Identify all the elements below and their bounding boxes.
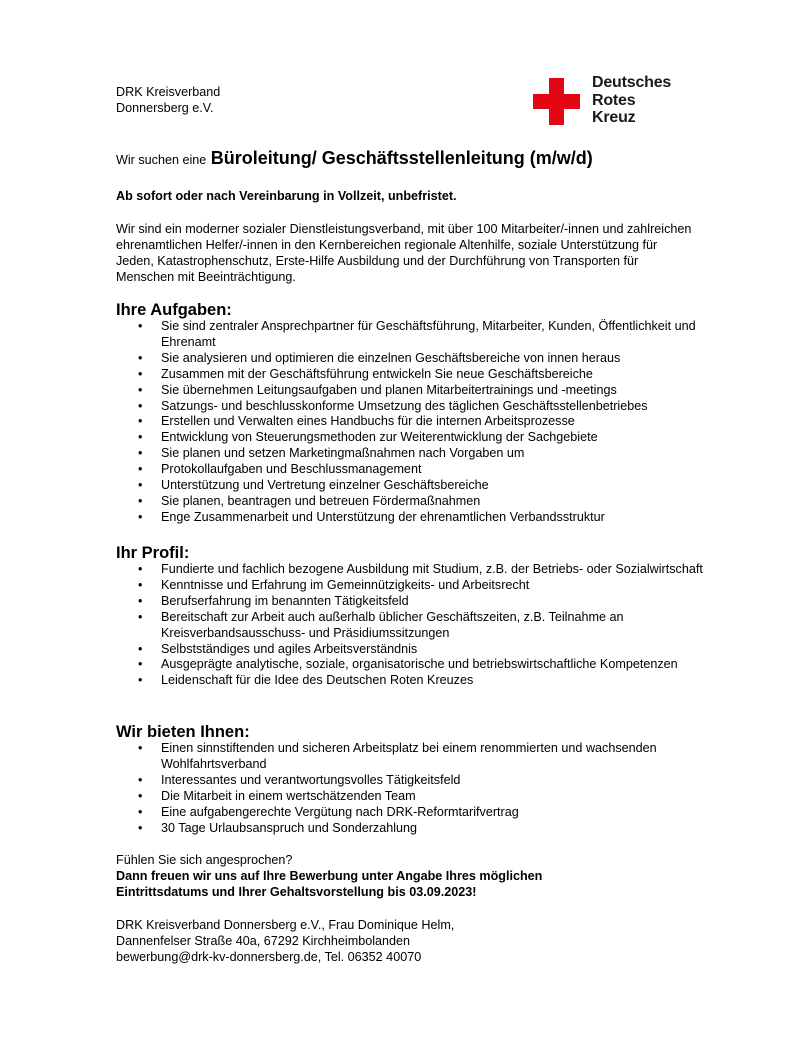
closing-call-line-2: Eintrittsdatums und Ihrer Gehaltsvorstellung bis 03.09.2023!: [116, 884, 477, 899]
logo-line-3: Kreuz: [592, 109, 636, 126]
closing-question: Fühlen Sie sich angesprochen?: [116, 853, 293, 867]
intro-paragraph: Wir sind ein moderner sozialer Dienstleistungsverband, mit über 100 Mitarbeiter/-innen und zahlreichen ehrenamtlichen Helfer/-innen in den Kernbereichen regionale Altenhilfe, soziale Unterstützung für Jeden, Katastrophenschutz, Erste-Hilfe Ausbildung und der Durchführung von Transporten für Menschen mit Beeinträchtigung.: [116, 222, 692, 284]
list-item: • Selbstständiges und agiles Arbeitsverständnis: [116, 642, 706, 658]
contact-email-phone: bewerbung@drk-kv-donnersberg.de, Tel. 06352 40070: [116, 949, 422, 964]
list-item: • 30 Tage Urlaubsanspruch und Sonderzahlung: [116, 821, 706, 837]
list-item: • Sie planen und setzen Marketingmaßnahmen nach Vorgaben um: [116, 446, 706, 462]
closing-call-line-1: Dann freuen wir uns auf Ihre Bewerbung unter Angabe Ihres möglichen: [116, 868, 543, 883]
list-item: • Eine aufgabengerechte Vergütung nach DRK-Reformtarifvertrag: [116, 805, 706, 821]
logo-line-1: Deutsches: [592, 74, 672, 91]
list-item: • Sie sind zentraler Ansprechpartner für Geschäftsführung, Mitarbeiter, Kunden, Öffentlichkeit und Ehrenamt: [116, 319, 706, 351]
list-item: • Sie planen, beantragen und betreuen Fördermaßnahmen: [116, 494, 706, 510]
list-item: • Kenntnisse und Erfahrung im Gemeinnützigkeits- und Arbeitsrecht: [116, 578, 706, 594]
offer-section: [116, 723, 706, 836]
list-item: • Unterstützung und Vertretung einzelner Geschäftsbereiche: [116, 478, 706, 494]
list-item: • Sie übernehmen Leitungsaufgaben und planen Mitarbeitertrainings und -meetings: [116, 383, 706, 399]
list-item: • Berufserfahrung im benannten Tätigkeitsfeld: [116, 594, 706, 610]
contact-block: [116, 918, 454, 966]
list-item: • Entwicklung von Steuerungsmethoden zur Weiterentwicklung der Sachgebiete: [116, 430, 706, 446]
list-item: • Zusammen mit der Geschäftsführung entwickeln Sie neue Geschäftsbereiche: [116, 367, 706, 383]
list-item: • Interessantes und verantwortungsvolles Tätigkeitsfeld: [116, 773, 706, 789]
job-title: [116, 148, 593, 169]
list-item: • Sie analysieren und optimieren die einzelnen Geschäftsbereiche von innen heraus: [116, 351, 706, 367]
org-name-line: DRK Kreisverband: [116, 85, 221, 99]
list-item: • Enge Zusammenarbeit und Unterstützung der ehrenamtlichen Verbandsstruktur: [116, 510, 706, 526]
title-position: Büroleitung/ Geschäftsstellenleitung (m/w/d): [210, 148, 593, 168]
logo-line-2: Rotes: [592, 91, 636, 109]
profile-section: [116, 544, 706, 689]
list-item: • Erstellen und Verwalten eines Handbuchs für die internen Arbeitsprozesse: [116, 414, 706, 430]
closing-paragraph: [116, 853, 542, 901]
drk-logo: [531, 74, 701, 130]
list-item: • Fundierte und fachlich bezogene Ausbildung mit Studium, z.B. der Betriebs- oder Sozialwirtschaft: [116, 562, 706, 578]
list-item: • Protokollaufgaben und Beschlussmanagement: [116, 462, 706, 478]
tasks-heading: Ihre Aufgaben:: [116, 301, 232, 319]
list-item: • Bereitschaft zur Arbeit auch außerhalb üblicher Geschäftszeiten, z.B. Teilnahme an Kreisverbandsausschuss- und Präsidiumssitzungen: [116, 610, 706, 642]
employment-terms: Ab sofort oder nach Vereinbarung in Vollzeit, unbefristet.: [116, 189, 457, 203]
list-item: • Satzungs- und beschlusskonforme Umsetzung des täglichen Geschäftsstellenbetriebes: [116, 399, 706, 415]
list-item: • Ausgeprägte analytische, soziale, organisatorische und betriebswirtschaftliche Kompetenzen: [116, 657, 706, 673]
list-item: • Einen sinnstiftenden und sicheren Arbeitsplatz bei einem renommierten und wachsenden Wohlfahrtsverband: [116, 741, 706, 773]
contact-address: Dannenfelser Straße 40a, 67292 Kirchheimbolanden: [116, 933, 411, 948]
offer-heading: Wir bieten Ihnen:: [116, 723, 250, 741]
profile-list: [116, 562, 706, 689]
organization-address: [116, 85, 220, 116]
tasks-list: [116, 319, 706, 526]
title-prefix: Wir suchen eine: [116, 153, 207, 167]
contact-name: DRK Kreisverband Donnersberg e.V., Frau Dominique Helm,: [116, 918, 455, 932]
profile-heading: Ihr Profil:: [116, 544, 190, 562]
logo-wordmark: [592, 74, 671, 127]
offer-list: [116, 741, 706, 836]
org-suffix-line: Donnersberg e.V.: [116, 100, 214, 115]
list-item: • Leidenschaft für die Idee des Deutschen Roten Kreuzes: [116, 673, 706, 689]
tasks-section: [116, 301, 706, 526]
list-item: • Die Mitarbeit in einem wertschätzenden Team: [116, 789, 706, 805]
